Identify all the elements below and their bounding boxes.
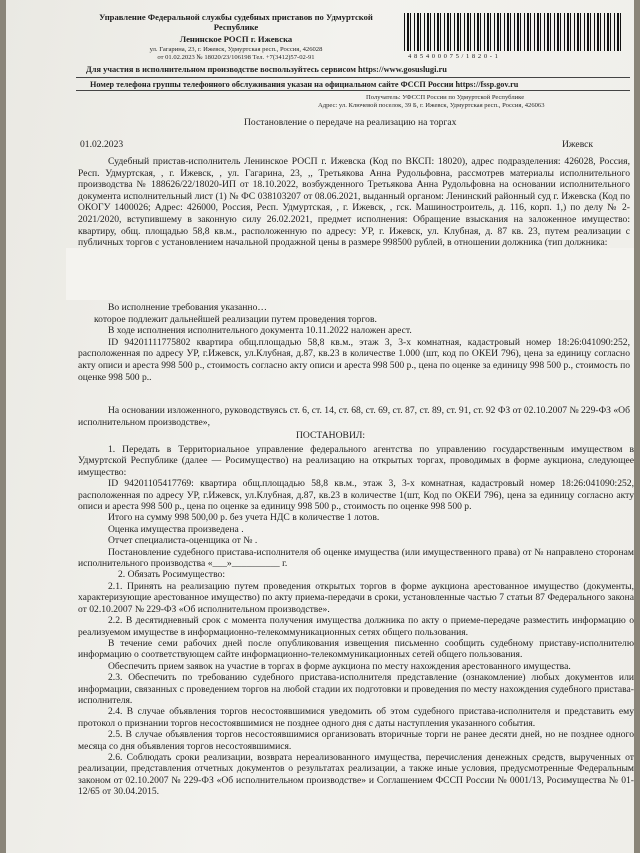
resolution-section (78, 444, 634, 798)
resolution-applications: Обеспечить прием заявок на участие в торгах в форме аукциона по месту нахождения арестованного имущества. (108, 660, 571, 672)
resolution-item-1: 1. Передать в Территориальное управление федерального агентства по управлению государственным имуществом в Удмуртской Республике (далее — Росимущество) на реализацию на открытых торгах, проводимых в форме аукциона, следующее имущество: (78, 444, 634, 478)
recipient-line: Получатель: УФССП России по Удмуртской Республике (366, 94, 525, 101)
document-date: 01.02.2023 (80, 139, 124, 150)
document-city: Ижевск (562, 139, 594, 150)
document-title: Постановление о передаче на реализацию на торгах (244, 117, 457, 128)
resolution-item-2-2: 2.2. В десятидневный срок с момента получения имущества должника по акту о приеме-передаче разместить информацию о реализуемом имуществе в информационно-телекоммуникационных сетях общего пользования. (78, 615, 634, 638)
barcode-number: 4 8 5 4 0 0 0 7 5 / 1 8 2 0 - 1 (408, 53, 499, 60)
header-divider (76, 77, 630, 78)
resolution-item-2-6: 2.6. Соблюдать сроки реализации, возврата нереализованного имущества, перечисления денежных средств, вырученных от реализации, представления отчетных документов о результатах реализации, а также иные условия, предусмотренные Федеральным законом от 02.10.2007 № 229-ФЗ «Об исполнительном производстве» и Соглашением ФССП России № 0001/13, Росимущества № 01-12/65 от 30.04.2015. (78, 751, 634, 798)
intro-paragraph: Судебный пристав-исполнитель Ленинское РОСП г. Ижевска (Код по ВКСП: 18020), адрес подразделения: 426028, Россия, Респ. Удмуртская, , г. Ижевск, , ул. Гагарина, 23, ,, Третьякова Анна Рудольфовна, рассмотрев материалы исполнительного производства № 188626/22/18020-ИП от 18.10.2022, возбужденного Третьякова Анна Рудольфовна на основании исполнительного документа исполнительный лист (1) № ФС 038103207 от 08.06.2021, выданный органом: Ленинский районный суд г. Ижевска (Код по ОКОГУ 1400026; Адрес: 426000, Россия, Респ. Удмуртская, , г. Ижевск, , гск. Машиностроитель, д. 116, корп. 1,) по делу № 2-2021/2020, вступившему в законную силу 26.02.2021, предмет исполнения: Обращение взыскания на заложенное имущество: квартиру, общ. площадью 58,8 кв.м., расположенную по адресу: УР, г. Ижевск, ул. Клубная, д. 87 кв. 23, путем реализации с публичных торгов с установлением начальной продажной цены в размере 998500 рублей, в отношении должника (тип должника: (78, 156, 630, 249)
header-divider-2 (76, 90, 630, 91)
resolution-property: ID 94201105417769: квартира общ.площадью 58,8 кв.м., этаж 3, 3-х комнатная, кадастровый номер 18:26:041090:252, расположенная по адресу УР, г.Ижевск, ул.Клубная, д.87, кв.23 в количестве 1(шт, Код по ОКЕИ 796), цена за единицу согласно акту описи и ареста 998 500 р., цена по оценке за единицу 998 500 р., стоимость по оценке 998 500 р. (78, 478, 634, 513)
org-department: Ленинское РОСП г. Ижевска (179, 34, 293, 44)
barcode-icon (404, 13, 622, 51)
arrest-paragraph: В ходе исполнения исполнительного документа 10.11.2022 наложен арест. (108, 325, 412, 337)
middle-section (78, 302, 630, 428)
resolution-total: Итого на сумму 998 500,00 р. без учета НДС в количестве 1 лотов. (108, 512, 380, 524)
gosuslugi-notice: Для участия в исполнительном производстве воспользуйтесь сервисом https://www.gosuslugi.ru (86, 65, 447, 74)
org-name-line1: Управление Федеральной службы судебных приставов по Удмуртской (99, 12, 373, 22)
execution-paragraph: Во исполнение требования указанно… (108, 302, 267, 313)
postanovil-heading: ПОСТАНОВИЛ: (296, 430, 366, 441)
org-address: ул. Гагарина, 23, г. Ижевск, Удмуртская респ., Россия, 426028 (149, 46, 323, 53)
auction-paragraph: которое подлежит дальнейшей реализации путем проведения торгов. (94, 313, 377, 325)
org-phone: от 01.02.2023 № 18020/23/106198 Тел. +7(3412)57-02-91 (157, 54, 315, 61)
resolution-item-2: 2. Обязать Росимущество: (118, 569, 225, 581)
resolution-valuation: Оценка имущества произведена . (108, 523, 244, 535)
resolution-seven-days: В течение семи рабочих дней после опубликования извещения письменно сообщить судебному приставу-исполнителю информацию о соответствующем сайте информационно-телекоммуникационных сетей общего пользования. (78, 637, 634, 661)
fssp-phone-notice: Номер телефона группы телефонного обслуживания указан на официальном сайте ФССП России https://fssp.gov.ru (90, 80, 519, 89)
intro-section (78, 156, 630, 249)
property-paragraph: ID 94201111775802 квартира общ.площадью 58,8 кв.м., этаж 3, 3-х комнатная, кадастровый номер 18:26:041090:252, расположенная по адресу УР, г.Ижевск, ул.Клубная, д.87, кв.23 в количестве 1.000 (шт, код по ОКЕИ 796), цена за единицу согласно акту описи и ареста 998 500 р., стоимость согласно акту описи и ареста 998 500 р., цена по оценке за единицу 998 500 р., стоимость по оценке 998 500 р.. (78, 336, 630, 383)
blank-area (66, 248, 634, 300)
recipient-address: Адрес: ул. Ключевой поселок, 39 Б, г. Ижевск, Удмуртская респ., Россия, 426063 (318, 102, 545, 109)
resolution-item-2-1: 2.1. Принять на реализацию путем проведения открытых торгов в форме аукциона арестованное имущество (документы, характеризующие арестованное имущество) по акту приема-передачи в сроки, установленные частью 7 статьи 87 Федерального закона от 02.10.2007 № 229-ФЗ «Об исполнительном производстве». (78, 580, 634, 615)
document-page (6, 0, 634, 853)
resolution-report: Отчет специалиста-оценщика от № . (108, 535, 258, 547)
resolution-item-2-3: 2.3. Обеспечить по требованию судебного пристава-исполнителя представление (ознакомление) любых документов или информации, связанных с проведением торгов на любой стадии их подготовки и проведения по месту нахождения судебного пристава-исполнителя. (78, 672, 634, 706)
org-name-line2: Республике (213, 22, 259, 32)
resolution-item-2-5: 2.5. В случае объявления торгов несостоявшимися организовать вторичные торги не ранее десяти дней, но не позднее одного месяца со дня объявления торгов несостоявшимися. (78, 729, 634, 752)
legal-basis-paragraph: На основании изложенного, руководствуясь ст. 6, ст. 14, ст. 68, ст. 69, ст. 87, ст. 89, ст. 91, ст. 92 ФЗ от 02.10.2007 № 229-ФЗ «Об исполнительном производстве», (78, 405, 630, 428)
resolution-notice: Постановление судебного пристава-исполнителя об оценке имущества (или имущественного права) от № направлено сторонам исполнительного производства «___»__________ г. (78, 546, 634, 570)
resolution-item-2-4: 2.4. В случае объявления торгов несостоявшимися уведомить об этом судебного пристава-исполнителя и представить ему протокол о признании торгов несостоявшимися не позднее одного дня с даты наступления указанного события. (78, 706, 634, 729)
